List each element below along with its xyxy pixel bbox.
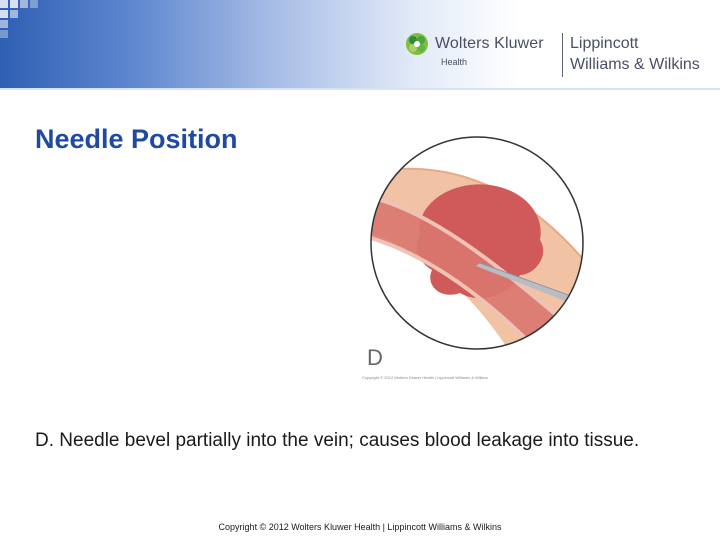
slide-body-text: D. Needle bevel partially into the vein; causes blood leakage into tissue. [35,430,640,451]
logo-partner-line2: Williams & Wilkins [570,56,700,73]
slide-title: Needle Position [35,124,238,154]
logo-divider [562,33,563,77]
needle-position-illustration [360,135,596,385]
header-divider [0,88,720,90]
wolters-kluwer-logo-icon [405,32,429,56]
figure-copyright: Copyright © 2012 Wolters Kluwer Health | Lippincott Williams & Wilkins [362,375,488,380]
logo-partner-line1: Lippincott [570,35,639,52]
logo-sub-text: Health [441,57,468,67]
logo-brand-text: Wolters Kluwer [435,35,544,52]
footer-copyright: Copyright © 2012 Wolters Kluwer Health | Lippincott Williams & Wilkins [218,522,502,532]
logo-partner [570,33,700,75]
figure-letter: D [367,345,383,370]
